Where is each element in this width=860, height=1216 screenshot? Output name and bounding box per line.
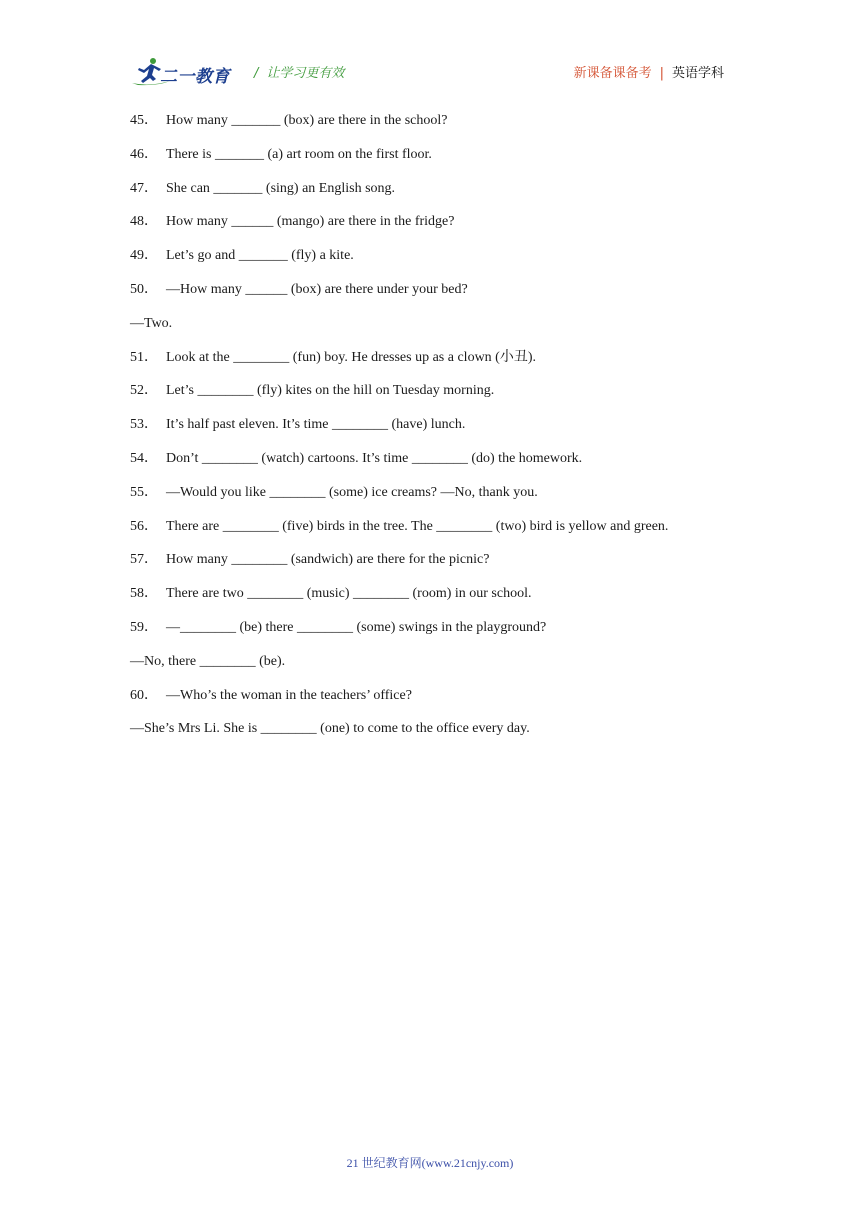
tag-separator: |	[659, 66, 664, 81]
question-47	[130, 180, 730, 197]
question-text: —How many ______ (box) are there under your bed?	[166, 281, 468, 297]
question-text: —________ (be) there ________ (some) swings in the playground?	[166, 619, 547, 635]
question-50	[130, 281, 730, 298]
question-number: 57．	[130, 552, 158, 568]
answer-text: —She’s Mrs Li. She is ________ (one) to come to the office every day.	[130, 721, 530, 737]
question-54	[130, 450, 730, 467]
question-number: 58．	[130, 586, 158, 602]
answer-text: —Two.	[130, 315, 173, 331]
question-57	[130, 551, 730, 568]
question-text: —Who’s the woman in the teachers’ office?	[166, 687, 412, 703]
question-number: 45．	[130, 113, 158, 128]
question-number: 60．	[130, 687, 158, 703]
question-text: There are two ________ (music) ________ (room) in our school.	[166, 586, 532, 602]
question-text: There is _______ (a) art room on the first floor.	[166, 146, 432, 162]
logo-text: 二一教育	[160, 67, 230, 87]
question-60	[130, 687, 730, 704]
question-45	[130, 112, 730, 129]
question-number: 49．	[130, 248, 158, 264]
answer-text: —No, there ________ (be).	[130, 653, 286, 669]
question-text: There are ________ (five) birds in the tree. The ________ (two) bird is yellow and green.	[166, 518, 669, 534]
question-text: How many ________ (sandwich) are there for the picnic?	[166, 552, 490, 568]
course-tag: 新课备课备考	[573, 66, 652, 81]
question-number: 46．	[130, 146, 158, 162]
question-text: Look at the ________ (fun) boy. He dresses up as a clown (小丑).	[166, 349, 537, 365]
question-text: How many ______ (mango) are there in the fridge?	[166, 214, 455, 230]
question-number: 47．	[130, 180, 158, 196]
header-tags	[574, 62, 724, 81]
question-number: 48．	[130, 214, 158, 230]
question-number: 52．	[130, 383, 158, 399]
answer-line	[130, 315, 730, 332]
question-52	[130, 382, 730, 399]
question-text: Let’s go and _______ (fly) a kite.	[166, 248, 354, 264]
subject-tag: 英语学科	[671, 66, 724, 81]
question-text: It’s half past eleven. It’s time ________ (have) lunch.	[166, 417, 466, 433]
question-46	[130, 146, 730, 163]
answer-line	[130, 653, 730, 670]
answer-line	[130, 720, 730, 737]
question-number: 54．	[130, 450, 158, 466]
question-number: 53．	[130, 417, 158, 433]
question-48	[130, 213, 730, 230]
question-number: 56．	[130, 518, 158, 534]
slogan	[254, 62, 344, 81]
logo	[130, 56, 242, 90]
question-number: 59．	[130, 619, 158, 635]
question-text: She can _______ (sing) an English song.	[166, 180, 396, 196]
page-footer: 21 世纪教育网(www.21cnjy.com)	[346, 1156, 514, 1170]
question-59	[130, 619, 730, 636]
question-number: 50．	[130, 281, 158, 297]
slash-divider: /	[254, 66, 259, 81]
question-56	[130, 518, 730, 535]
question-number: 51．	[130, 349, 158, 365]
question-55	[130, 484, 730, 501]
question-text: How many _______ (box) are there in the school?	[166, 113, 448, 128]
question-49	[130, 247, 730, 264]
question-text: Let’s ________ (fly) kites on the hill on Tuesday morning.	[166, 383, 495, 399]
page-header	[130, 56, 724, 90]
question-53	[130, 416, 730, 433]
question-text: —Would you like ________ (some) ice creams? —No, thank you.	[166, 484, 538, 500]
question-58	[130, 585, 730, 602]
question-text: Don’t ________ (watch) cartoons. It’s time ________ (do) the homework.	[166, 450, 583, 466]
question-number: 55．	[130, 484, 158, 500]
slogan-text: 让学习更有效	[266, 66, 345, 81]
question-51	[130, 349, 730, 366]
exercise-list	[130, 112, 730, 754]
